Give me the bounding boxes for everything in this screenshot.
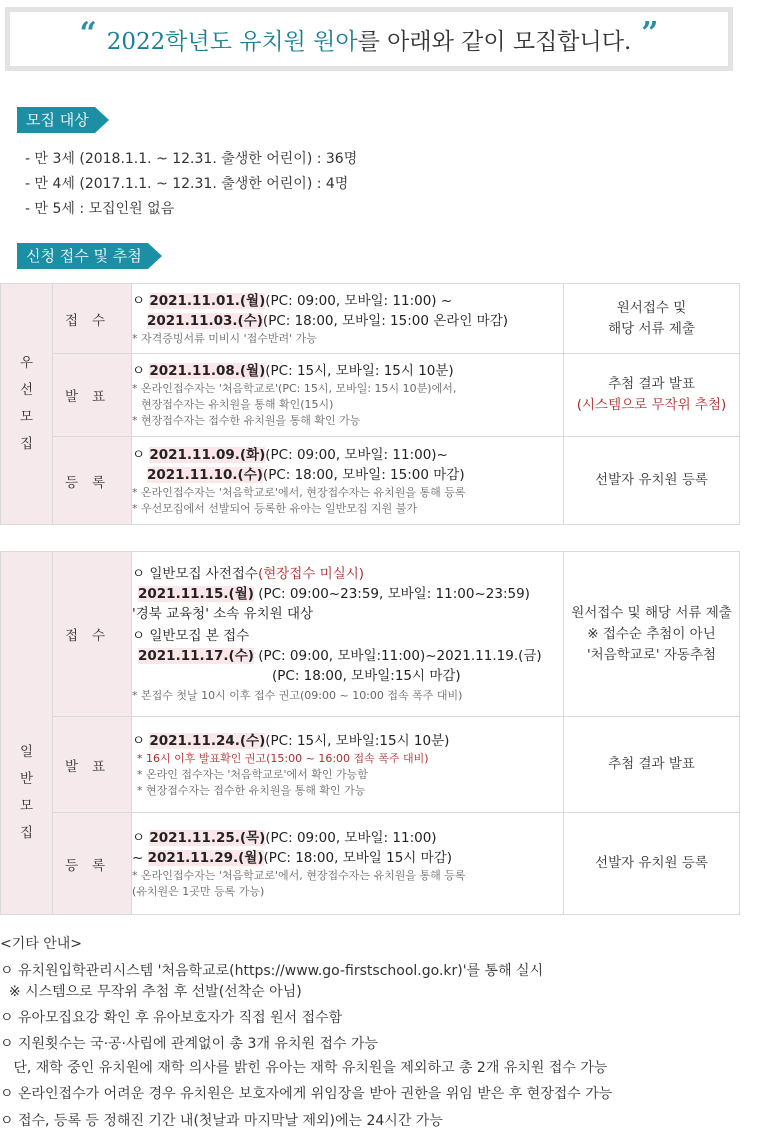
section-tag-apply: 신청 접수 및 추첨 (17, 243, 148, 269)
open-quote-icon: “ (79, 15, 97, 51)
section-tag-target: 모집 대상 (17, 107, 95, 133)
table-row (1, 354, 740, 437)
group-label-general: 일반모집 (1, 552, 53, 915)
result-cell: 추첨 결과 발표 (시스템으로 무작위 추첨) (564, 354, 740, 437)
footer-line-5: 단, 재학 중인 유치원에 재학 의사를 밝힌 유아는 재학 유치원을 제외하고 총 2개 유치원 접수 가능 (0, 1060, 608, 1076)
result-cell: 선발자 유치원 등록 (564, 437, 740, 525)
footer-line-1: ㅇ 유치원입학관리시스템 '처음학교로(https://www.go-firstschool.go.kr)'를 통해 실시 (0, 963, 544, 979)
banner-highlight: 2022학년도 유치원 원아 (106, 28, 358, 55)
info-cell: ㅇ 2021.11.01.(월)(PC: 09:00, 모바일: 11:00) ~ 2021.11.03.(수)(PC: 18:00, 모바일: 15:00 온라인 마감) * 자격증빙서류 미비시 '접수반려' 가능 (132, 284, 564, 354)
date-highlight: 2021.11.24.(수) (149, 732, 266, 749)
info-cell: ㅇ 2021.11.24.(수)(PC: 15시, 모바일:15시 10분) * 16시 이후 발표확인 권고(15:00 ~ 16:00 접속 폭주 대비) * 온라인 접수자는 '처음학교로'에서 확인 가능함 * 현장접수자는 접수한 유치원을 통해 확인 가능 (132, 717, 564, 813)
date-highlight: 2021.11.03.(수) (147, 312, 263, 329)
banner-text: 를 아래와 같이 모집합니다. (357, 28, 632, 55)
date-highlight: 2021.11.09.(화) (149, 446, 266, 463)
date-highlight: 2021.11.17.(수) (138, 648, 254, 664)
footer-line-6: ㅇ 온라인접수가 어려운 경우 유치원은 보호자에게 위임장을 받아 권한을 위임 받은 후 현장접수 가능 (0, 1086, 613, 1102)
result-cell: 추첨 결과 발표 (564, 717, 740, 813)
note: * 자격증빙서류 미비시 '접수반려' 가능 (132, 331, 317, 345)
footer-line-2: ※ 시스템으로 무작위 추첨 후 선발(선착순 아님) (0, 984, 302, 1000)
date-highlight: 2021.11.15.(월) (138, 586, 254, 602)
close-quote-icon: ” (641, 15, 659, 51)
row-label-announce: 발표 (53, 354, 132, 437)
info-cell: ㅇ 2021.11.09.(화)(PC: 09:00, 모바일: 11:00)~ 2021.11.10.(수)(PC: 18:00, 모바일: 15:00 마감) * 온라인접수자는 '처음학교로'에서, 현장접수자는 유치원을 통해 등록 * 우선모집에서 선발되어 등록한 유아는 일반모집 지원 불가 (132, 437, 564, 525)
result-cell: 선발자 유치원 등록 (564, 813, 740, 915)
target-line-3: - 만 5세 : 모집인원 없음 (25, 201, 175, 217)
table-row (1, 717, 740, 813)
info-cell: ㅇ 일반모집 사전접수(현장접수 미실시) 2021.11.15.(월) (PC: 09:00~23:59, 모바일: 11:00~23:59) '경북 교육청' 소속 유치원 대상 ㅇ 일반모집 본 접수 2021.11.17.(수) (PC: 09:00, 모바일:11:00)~2021.11.19.(금) (PC: 18:00, 모바일:15시 마감) * 본접수 첫날 10시 이후 접수 권고(09:00 ~ 10:00 접속 폭주 대비) (132, 552, 564, 717)
table-row (1, 813, 740, 915)
date-highlight: 2021.11.01.(월) (149, 292, 266, 309)
date-highlight: 2021.11.29.(월) (147, 849, 264, 866)
footer-title: <기타 안내> (0, 936, 83, 952)
date-highlight: 2021.11.10.(수) (147, 466, 263, 483)
info-cell: ㅇ 2021.11.25.(목)(PC: 09:00, 모바일: 11:00) ~ 2021.11.29.(월)(PC: 18:00, 모바일 15시 마감) * 온라인접수자는 '처음학교로'에서, 현장접수자는 유치원을 통해 등록 (유치원은 1곳만 등록 가능) (132, 813, 564, 915)
footer-line-7: ㅇ 접수, 등록 등 정해진 기간 내(첫날과 마지막날 제외)에는 24시간 가능 (0, 1113, 443, 1129)
footer-line-3: ㅇ 유아모집요강 확인 후 유아보호자가 직접 원서 접수함 (0, 1010, 343, 1026)
target-line-2: - 만 4세 (2017.1.1. ~ 12.31. 출생한 어린이) : 4명 (25, 176, 349, 192)
row-label-register: 등록 (53, 813, 132, 915)
footer-line-4: ㅇ 지원횟수는 국·공·사립에 관계없이 총 3개 유치원 접수 가능 (0, 1036, 378, 1052)
title-banner (5, 7, 733, 71)
date-highlight: 2021.11.25.(목) (149, 829, 266, 846)
row-label-announce: 발표 (53, 717, 132, 813)
row-label-reception: 접수 (53, 552, 132, 717)
general-table (0, 551, 740, 915)
group-label-priority: 우선모집 (1, 284, 53, 525)
table-row (1, 437, 740, 525)
row-label-register: 등록 (53, 437, 132, 525)
date-highlight: 2021.11.08.(월) (149, 363, 266, 379)
table-row (1, 552, 740, 717)
row-label-reception: 접수 (53, 284, 132, 354)
priority-table (0, 283, 740, 525)
table-row (1, 284, 740, 354)
info-cell: ㅇ 2021.11.08.(월)(PC: 15시, 모바일: 15시 10분) * 온라인접수자는 '처음학교로'(PC: 15시, 모바일: 15시 10분)에서, 현장접수자는 유치원을 통해 확인(15시) * 현장접수자는 접수한 유치원을 통해 확인 가능 (132, 354, 564, 437)
target-line-1: - 만 3세 (2018.1.1. ~ 12.31. 출생한 어린이) : 36명 (25, 151, 358, 167)
result-cell: 원서접수 및 해당 서류 제출 ※ 접수순 추첨이 아닌 '처음학교로' 자동추첨 (564, 552, 740, 717)
result-cell: 원서접수 및 해당 서류 제출 (564, 284, 740, 354)
